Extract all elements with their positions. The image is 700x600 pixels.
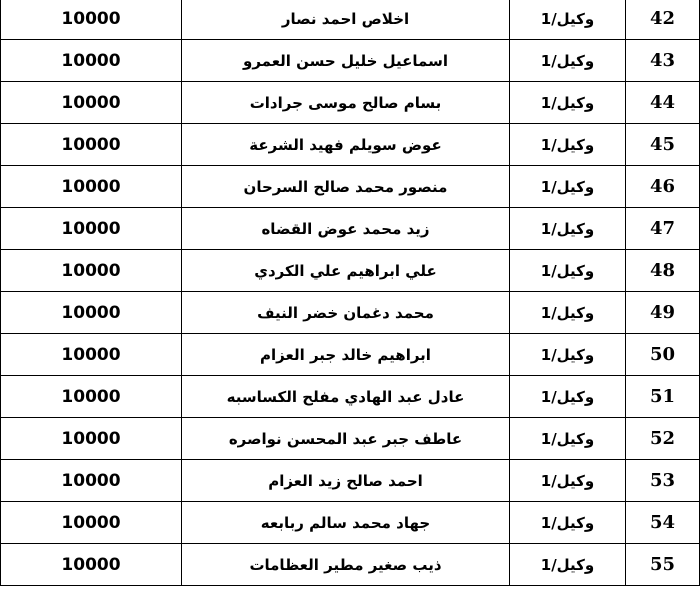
table-row xyxy=(1,418,700,460)
serial-number-cell: 43 xyxy=(626,40,700,82)
rank-cell: وكيل/1 xyxy=(510,502,626,544)
amount-cell: 10000 xyxy=(1,124,182,166)
table-row xyxy=(1,124,700,166)
serial-number-cell: 55 xyxy=(626,544,700,586)
amount-cell: 10000 xyxy=(1,292,182,334)
serial-number-cell: 47 xyxy=(626,208,700,250)
amount-cell: 10000 xyxy=(1,460,182,502)
serial-number-cell: 49 xyxy=(626,292,700,334)
rank-cell: وكيل/1 xyxy=(510,460,626,502)
name-cell: عوض سويلم فهيد الشرعة xyxy=(182,124,510,166)
table-row xyxy=(1,544,700,586)
rank-cell: وكيل/1 xyxy=(510,124,626,166)
serial-number-cell: 52 xyxy=(626,418,700,460)
rank-cell: وكيل/1 xyxy=(510,376,626,418)
table-row xyxy=(1,376,700,418)
table-row xyxy=(1,82,700,124)
name-cell: بسام صالح موسى جرادات xyxy=(182,82,510,124)
table-row xyxy=(1,502,700,544)
name-cell: زيد محمد عوض القضاه xyxy=(182,208,510,250)
table-row xyxy=(1,334,700,376)
table-row xyxy=(1,0,700,40)
rank-cell: وكيل/1 xyxy=(510,250,626,292)
amount-cell: 10000 xyxy=(1,40,182,82)
name-cell: عادل عبد الهادي مفلح الكساسبه xyxy=(182,376,510,418)
amount-cell: 10000 xyxy=(1,376,182,418)
rank-cell: وكيل/1 xyxy=(510,40,626,82)
serial-number-cell: 48 xyxy=(626,250,700,292)
serial-number-cell: 54 xyxy=(626,502,700,544)
name-cell: محمد دغمان خضر النيف xyxy=(182,292,510,334)
table-row xyxy=(1,292,700,334)
serial-number-cell: 46 xyxy=(626,166,700,208)
rank-cell: وكيل/1 xyxy=(510,82,626,124)
name-cell: ابراهيم خالد جبر العزام xyxy=(182,334,510,376)
amount-cell: 10000 xyxy=(1,250,182,292)
amount-cell: 10000 xyxy=(1,0,182,40)
roster-table-body xyxy=(1,0,700,586)
amount-cell: 10000 xyxy=(1,544,182,586)
serial-number-cell: 51 xyxy=(626,376,700,418)
name-cell: عاطف جبر عبد المحسن نواصره xyxy=(182,418,510,460)
amount-cell: 10000 xyxy=(1,502,182,544)
amount-cell: 10000 xyxy=(1,82,182,124)
name-cell: منصور محمد صالح السرحان xyxy=(182,166,510,208)
table-row xyxy=(1,40,700,82)
amount-cell: 10000 xyxy=(1,334,182,376)
rank-cell: وكيل/1 xyxy=(510,292,626,334)
name-cell: احمد صالح زيد العزام xyxy=(182,460,510,502)
amount-cell: 10000 xyxy=(1,418,182,460)
table-row xyxy=(1,460,700,502)
rank-cell: وكيل/1 xyxy=(510,0,626,40)
table-row xyxy=(1,208,700,250)
rank-cell: وكيل/1 xyxy=(510,334,626,376)
name-cell: ذيب صغير مطير العظامات xyxy=(182,544,510,586)
table-row xyxy=(1,166,700,208)
rank-cell: وكيل/1 xyxy=(510,544,626,586)
name-cell: اخلاص احمد نصار xyxy=(182,0,510,40)
serial-number-cell: 50 xyxy=(626,334,700,376)
rank-cell: وكيل/1 xyxy=(510,418,626,460)
amount-cell: 10000 xyxy=(1,208,182,250)
name-cell: اسماعيل خليل حسن العمرو xyxy=(182,40,510,82)
rank-cell: وكيل/1 xyxy=(510,166,626,208)
rank-cell: وكيل/1 xyxy=(510,208,626,250)
serial-number-cell: 45 xyxy=(626,124,700,166)
serial-number-cell: 42 xyxy=(626,0,700,40)
name-cell: علي ابراهيم علي الكردي xyxy=(182,250,510,292)
table-row xyxy=(1,250,700,292)
serial-number-cell: 53 xyxy=(626,460,700,502)
serial-number-cell: 44 xyxy=(626,82,700,124)
amount-cell: 10000 xyxy=(1,166,182,208)
name-cell: جهاد محمد سالم ربابعه xyxy=(182,502,510,544)
